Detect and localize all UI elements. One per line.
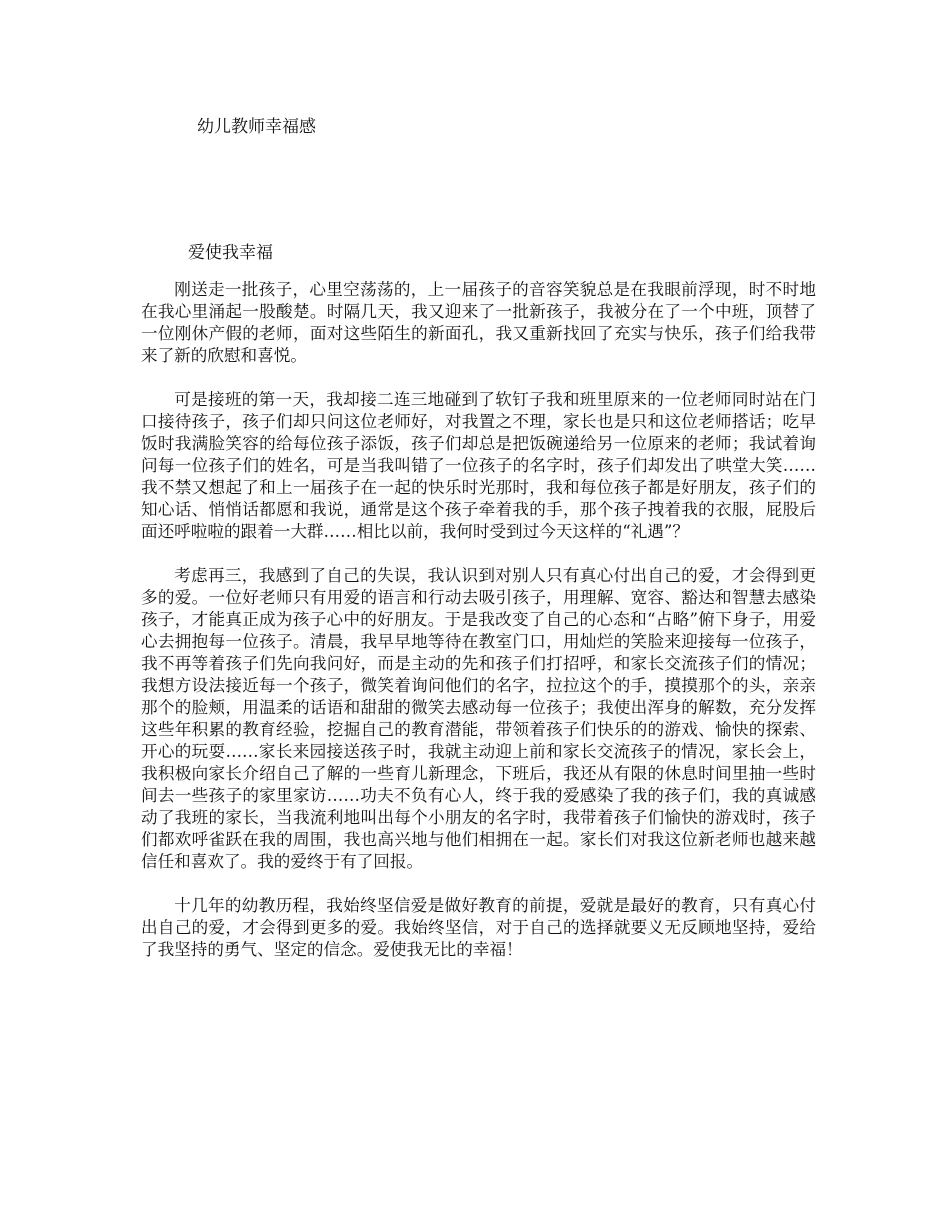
paragraph-2: 可是接班的第一天，我却接二连三地碰到了软钉子我和班里原来的一位老师同时站在门口接待孩子，孩子们却只问这位老师好，对我置之不理，家长也是只和这位老师搭话；吃早饭时我满脸笑容的给每位孩子添饭，孩子们却总是把饭碗递给另一位原来的老师；我试着询问每一位孩子们的姓名，可是当我叫错了一位孩子的名字时，孩子们却发出了哄堂大笑……我不禁又想起了和上一届孩子在一起的快乐时光那时，我和每位孩子都是好朋友，孩子们的知心话、悄悄话都愿和我说，通常是这个孩子牵着我的手，那个孩子拽着我的衣服，屁股后面还呼啦啦的跟着一大群……相比以前，我何时受到过今天这样的“礼遇”？: [141, 390, 816, 541]
paragraph-4: 十几年的幼教历程，我始终坚信爱是做好教育的前提，爱就是最好的教育，只有真心付出自己的爱，才会得到更多的爱。我始终坚信，对于自己的选择就要义无反顾地坚持，爱给了我坚持的勇气、坚定的信念。爱使我无比的幸福！: [141, 896, 816, 959]
section-heading: 爱使我幸福: [188, 243, 273, 263]
document-body: [141, 279, 816, 983]
paragraph-1: 刚送走一批孩子，心里空荡荡的，上一届孩子的音容笑貌总是在我眼前浮现，时不时地在我心里涌起一股酸楚。时隔几天，我又迎来了一批新孩子，我被分在了一个中班，顶替了一位刚休产假的老师，面对这些陌生的新面孔，我又重新找回了充实与快乐，孩子们给我带来了新的欣慰和喜悦。: [141, 280, 816, 365]
document-title: 幼儿教师幸福感: [197, 117, 316, 137]
paragraph-3: 考虑再三，我感到了自己的失误，我认识到对别人只有真心付出自己的爱，才会得到更多的爱。一位好老师只有用爱的语言和行动去吸引孩子，用理解、宽容、豁达和智慧去感染孩子，才能真正成为孩子心中的好朋友。于是我改变了自己的心态和“占略”俯下身子，用爱心去拥抱每一位孩子。清晨，我早早地等待在教室门口，用灿烂的笑脸来迎接每一位孩子，我不再等着孩子们先向我问好，而是主动的先和孩子们打招呼，和家长交流孩子们的情况；我想方设法接近每一个孩子，微笑着询问他们的名字，拉拉这个的手，摸摸那个的头，亲亲那个的脸颊，用温柔的话语和甜甜的微笑去感动每一位孩子；我使出浑身的解数，充分发挥这些年积累的教育经验，挖掘自己的教育潜能，带领着孩子们快乐的的游戏、愉快的探索、开心的玩耍……家长来园接送孩子时，我就主动迎上前和家长交流孩子的情况，家长会上，我积极向家长介绍自己了解的一些育儿新理念，下班后，我还从有限的休息时间里抽一些时间去一些孩子的家里家访……功夫不负有心人，终于我的爱感染了我的孩子们，我的真诚感动了我班的家长，当我流利地叫出每个小朋友的名字时，我带着孩子们愉快的游戏时，孩子们都欢呼雀跃在我的周围，我也高兴地与他们相拥在一起。家长们对我这位新老师也越来越信任和喜欢了。我的爱终于有了回报。: [141, 566, 816, 871]
